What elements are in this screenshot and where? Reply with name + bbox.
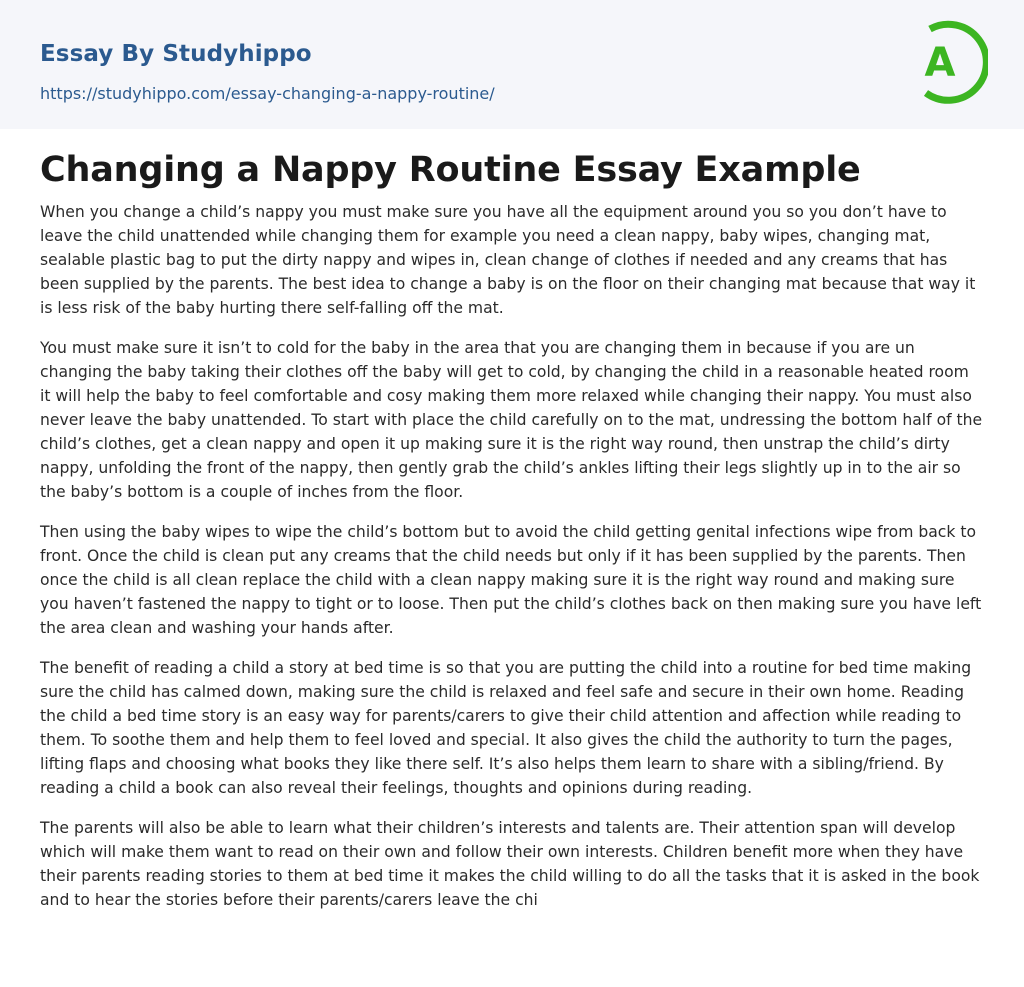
paragraph-4: The benefit of reading a child a story at bed time is so that you are putting the child into a routine for bed time making sure the child has calmed down, making sure the child is relaxed and feel safe and secure in their own home. Reading the child a bed time story is an easy way for parents/carers to give their child attention and affection while reading to them. To soothe them and help them to feel loved and special. It also gives the child the authority to turn the pages, lifting flaps and choosing what books they like there self. It’s also helps them learn to share with a sibling/friend. By reading a child a book can also reveal their feelings, thoughts and opinions during reading. [40,659,972,797]
page-title: Changing a Nappy Routine Essay Example [40,150,861,190]
logo-letter: A [924,40,956,86]
site-header [0,0,1024,129]
paragraph-3: Then using the baby wipes to wipe the child’s bottom but to avoid the child getting genital infections wipe from back to front. Once the child is clean put any creams that the child needs but only if it has been supplied by the parents. Then once the child is all clean replace the child with a clean nappy making sure it is the right way round and making sure you haven’t fastened the nappy to tight or to loose. Then put the child’s clothes back on then making sure you have left the area clean and washing your hands after. [40,523,982,637]
paragraph-2: You must make sure it isn’t to cold for the baby in the area that you are changing them in because if you are un changing the baby taking their clothes off the baby will get to cold, by changing the child in a reasonable heated room it will help the baby to feel comfortable and cosy making them more relaxed while changing their nappy. You must also never leave the baby unattended. To start with place the child carefully on to the mat, undressing the bottom half of the child’s clothes, get a clean nappy and open it up making sure it is the right way round, then unstrap the child’s dirty nappy, unfolding the front of the nappy, then gently grab the child’s ankles lifting their legs slightly up in to the air so the baby’s bottom is a couple of inches from the floor. [40,339,983,501]
paragraph-1: When you change a child’s nappy you must make sure you have all the equipment around you so you don’t have to leave the child unattended while changing them for example you need a clean nappy, baby wipes, changing mat, sealable plastic bag to put the dirty nappy and wipes in, clean change of clothes if needed and any creams that has been supplied by the parents. The best idea to change a baby is on the floor on their changing mat because that way it is less risk of the baby hurting there self-falling off the mat. [40,203,976,317]
source-url-link[interactable]: https://studyhippo.com/essay-changing-a-nappy-routine/ [40,84,495,103]
paragraph-5: The parents will also be able to learn what their children’s interests and talents are. Their attention span will develop which will make them want to read on their own and follow their own interests. Children benefit more when they have their parents reading stories to them at bed time it makes the child willing to do all the tasks that it is asked in the book and to hear the stories before their parents/carers leave the chi [40,819,980,909]
brand-title[interactable]: Essay By Studyhippo [40,41,312,67]
article [0,129,1024,912]
circle-a-logo-icon[interactable] [910,19,988,105]
